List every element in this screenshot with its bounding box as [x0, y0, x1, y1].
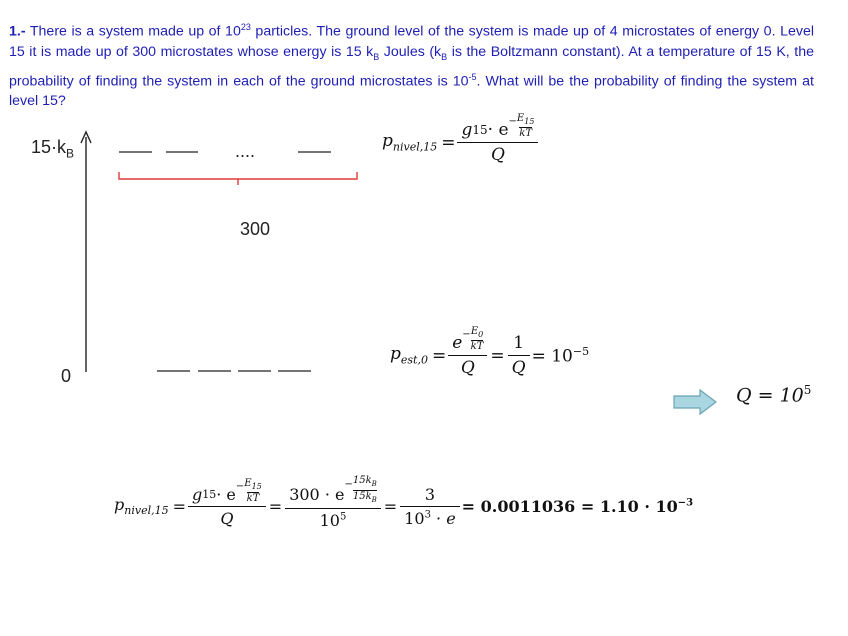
level-15-label: $15\cdot k_B$: [31, 137, 75, 161]
subscript-b: B: [373, 51, 380, 62]
ellipsis-dots: ....: [235, 141, 256, 161]
subscript-b: B: [441, 51, 448, 62]
problem-text-1: There is a system made up of 10: [25, 23, 241, 40]
right-arrow-icon: [674, 390, 716, 414]
problem-text-4: is the Boltzmann constant). At a temperature of 15 K, the probability of finding the system in each of the ground microstates is 10: [9, 43, 814, 90]
problem-number: 1.-: [9, 23, 26, 40]
problem-text-3: Joules (k: [379, 43, 442, 60]
problem-text-5: . What will be the probability of finding the system at level 15?: [9, 73, 814, 110]
equation-final-calculation: $p_{nivel,15}$ = g 15 · e − $\frac{E_{15}}{kT}$ Q = 300 · e − $\frac{15k_B}{15k_B}$ $10^5$ = $\frac{3}{10^3 \cdot e}$ = $0.0011036 = 1.10 \cdot 10^{-3}$: [114, 475, 694, 530]
exponent-minus-5: -5: [468, 71, 477, 82]
equation-level-15-probability: $p_{nivel,15}$ = g 15 · e − $\frac{E_{15}}{kT}$ Q: [382, 120, 536, 165]
ground-level-label: 0: [61, 366, 72, 386]
equation-ground-probability: $p_{est,0}$ = e − $\frac{E_0}{kT}$ Q = $\frac{1}{Q}$ = $10^{-5}$: [390, 326, 590, 378]
microstate-count-label: 300: [240, 219, 271, 239]
problem-text-2: particles. The ground level of the system is made up of 4 microstates of energy 0. Level 15 it is made up of 300 microstates whose energy is 15 k: [9, 23, 814, 60]
exponent-23: 23: [240, 22, 251, 32]
partition-function-result: $Q = 10^5$: [736, 383, 812, 407]
brace-300: [119, 172, 357, 185]
